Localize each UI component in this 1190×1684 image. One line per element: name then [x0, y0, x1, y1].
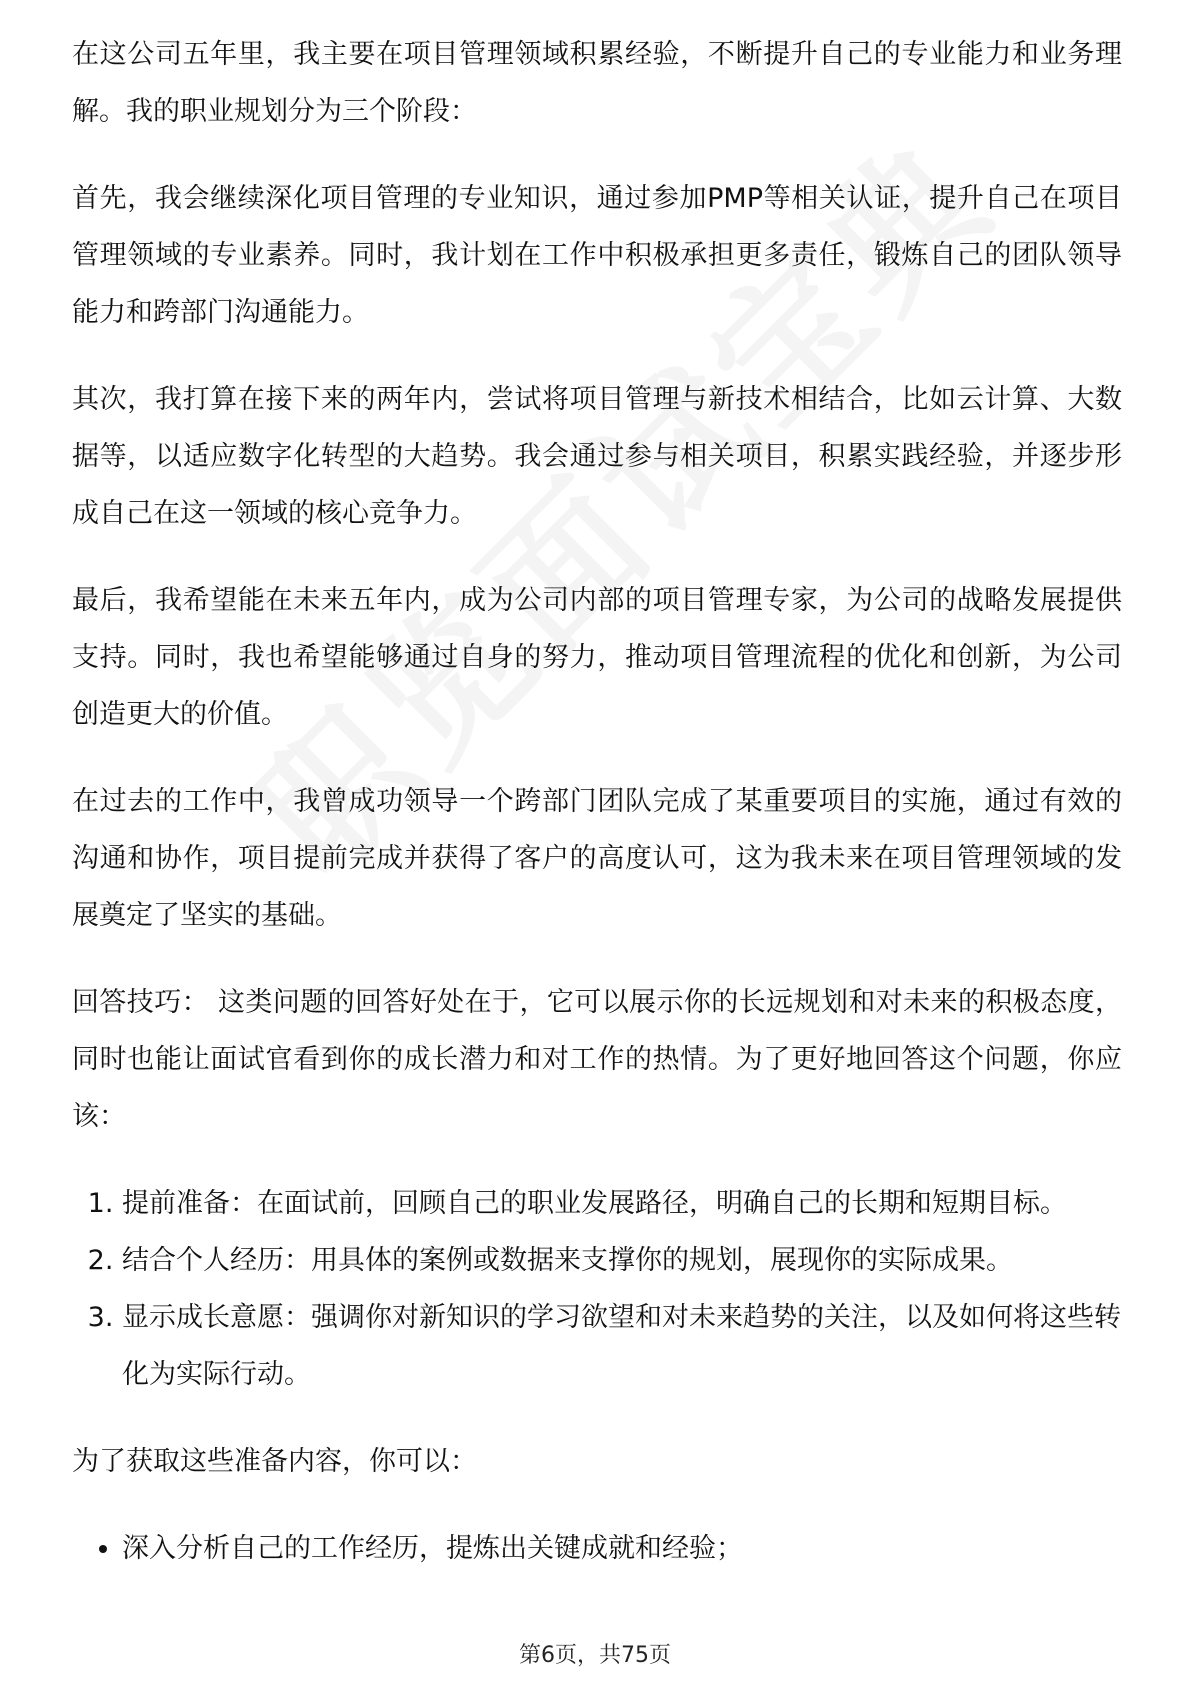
paragraph-answer-tips: 回答技巧： 这类问题的回答好处在于，它可以展示你的长远规划和对未来的积极态度，同时也能让面试官看到你的成长潜力和对工作的热情。为了更好地回答这个问题，你应该： [72, 987, 1122, 1132]
document-body [72, 30, 1122, 1577]
paragraph-intro: 在这公司五年里，我主要在项目管理领域积累经验，不断提升自己的专业能力和业务理解。我的职业规划分为三个阶段： [72, 39, 1122, 127]
paragraph-second-stage: 其次，我打算在接下来的两年内，尝试将项目管理与新技术相结合，比如云计算、大数据等，以适应数字化转型的大趋势。我会通过参与相关项目，积累实践经验，并逐步形成自己在这一领域的核心竞争力。 [72, 384, 1122, 529]
page-number: 第6页，共75页 [519, 1643, 671, 1668]
tips-list [72, 1175, 1122, 1403]
list-item: 2. 结合个人经历：用具体的案例或数据来支撑你的规划，展现你的实际成果。 [122, 1232, 1122, 1289]
list-item: 3. 显示成长意愿：强调你对新知识的学习欲望和对未来趋势的关注，以及如何将这些转化为实际行动。 [122, 1289, 1122, 1403]
paragraph-experience: 在过去的工作中，我曾成功领导一个跨部门团队完成了某重要项目的实施，通过有效的沟通和协作，项目提前完成并获得了客户的高度认可，这为我未来在项目管理领域的发展奠定了坚实的基础。 [72, 786, 1122, 931]
list-item: • 深入分析自己的工作经历，提炼出关键成就和经验； [122, 1520, 1122, 1577]
methods-list [72, 1520, 1122, 1577]
paragraph-third-stage: 最后，我希望能在未来五年内，成为公司内部的项目管理专家，为公司的战略发展提供支持。同时，我也希望能够通过自身的努力，推动项目管理流程的优化和创新，为公司创造更大的价值。 [72, 585, 1122, 730]
paragraph-prep-intro: 为了获取这些准备内容，你可以： [72, 1446, 477, 1477]
paragraph-first-stage: 首先，我会继续深化项目管理的专业知识，通过参加PMP等相关认证，提升自己在项目管理领域的专业素养。同时，我计划在工作中积极承担更多责任，锻炼自己的团队领导能力和跨部门沟通能力。 [72, 183, 1122, 328]
list-item: 1. 提前准备：在面试前，回顾自己的职业发展路径，明确自己的长期和短期目标。 [122, 1175, 1122, 1232]
